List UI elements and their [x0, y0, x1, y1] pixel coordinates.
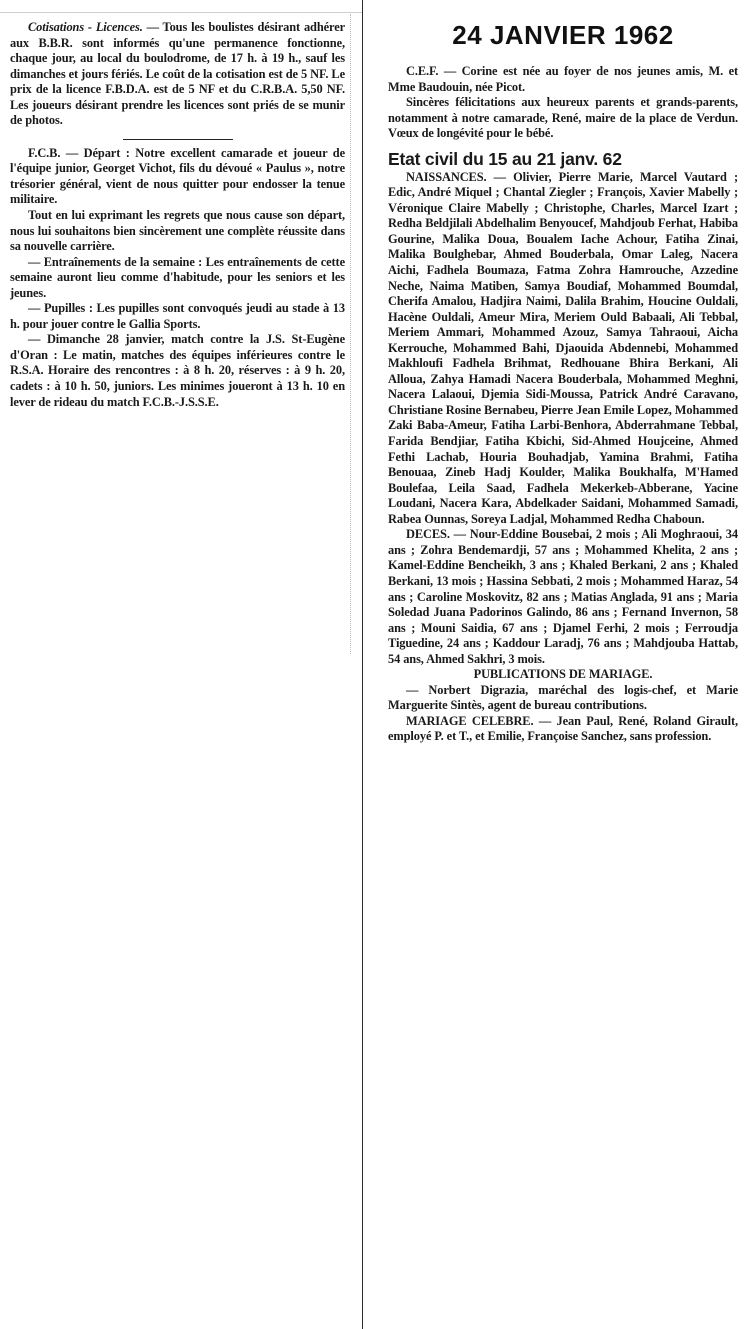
- publications-paragraph: — Norbert Digrazia, maréchal des logis-chef, et Marie Marguerite Sintès, agent de bureau contributions.: [388, 682, 738, 713]
- fcb-depart-paragraph: [10, 146, 345, 208]
- pupilles-title: — Pupilles: [28, 301, 86, 316]
- etat-civil-heading: Etat civil du 15 au 21 janv. 62: [388, 148, 622, 169]
- mariage-paragraph: MARIAGE CELEBRE. — Jean Paul, René, Roland Girault, employé P. et T., et Emilie, Françoise Sanchez, sans profession.: [388, 713, 738, 744]
- naissances-paragraph: NAISSANCES. — Olivier, Pierre Marie, Marcel Vautard ; Edic, André Miquel ; Chantal Ziegler ; François, Xavier Mabelly ; Véronique Claire Mabelly ; Christophe, Charles, Marcel Izart ; Redha Beldjilali Abdelhalim Benyoucef, Mahdjoub Ferhat, Habiba Gourine, Malika Doua, Boualem Iache Achour, Fatiha Zinai, Malika Boulghebar, Ahmed Bouderbala, Omar Laleg, Nacera Aichi, Fadhela Boumaza, Fatma Zohra Hamrouche, Azzedine Neche, Naima Matiben, Samya Boudiaf, Mohammed Boumdal, Cherifa Amalou, Hadjira Naimi, Dalila Brahim, Houcine Ouldali, Hacène Ouldali, Ameur Mira, Meriem Ould Babaali, Ali Tebbal, Meriem Ammari, Mohammed Azouz, Samya Tahraoui, Aicha Kerrouche, Mohammed Bahi, Djaouida Abdennebi, Mohammed Makhloufi Fadhela Brihmat, Redhouane Bhira Berkani, Ali Alloua, Zahya Hamadi Nacera Bouderbala, Mohammed Meghni, Nacera Lalaoui, Djemia Sidi-Moussa, Patrick André Caravano, Christiane Rosine Bernabeu, Pierre Jean Emile Lopez, Mohammed Zaki Baba-Ameur, Fatiha Larbi-Benhora, Abderrahmane Tebbal, Farida Bendjiar, Fatiha Kbichi, Sid-Ahmed Houjceine, Ahmed Fethi Lachab, Houria Bouhadjab, Yamina Brahmi, Fatiha Benouaa, Zineb Hadj Koulder, Malika Boukhalfa, M'Hamed Boulefaa, Leila Saad, Fadhela Mekerkeb-Abberane, Yacine Loudani, Nacera Kara, Abdelkader Saidani, Mohammed Samadi, Rabea Ounnas, Soreya Ladjal, Mohammed Redha Chaboun.: [388, 169, 738, 526]
- entrainements-body: : Les entraînements de cette semaine auront lieu comme d'habitude, pour les seniors et les jeunes.: [10, 254, 345, 300]
- page-date: 24 JANVIER 1962: [452, 20, 674, 50]
- pupilles-body: : Les pupilles sont convoqués jeudi au stade à 13 h. pour jouer contre le Gallia Sports.: [10, 301, 345, 331]
- deces-paragraph: DECES. — Nour-Eddine Bousebai, 2 mois ; Ali Moghraoui, 34 ans ; Zohra Bendemardji, 57 ans ; Mohammed Khelita, 2 ans ; Kamel-Eddine Bencheikh, 3 ans ; Khaled Berkani, 2 ans ; Khaled Berkani, 13 mois ; Hassina Sebbati, 2 mois ; Mohammed Haraz, 54 ans ; Caroline Moskovitz, 82 ans ; Matias Anglada, 91 ans ; Maria Soledad Juana Padorinos Galindo, 86 ans ; Fernand Invernon, 58 ans ; Mouni Saidia, 67 ans ; Djamel Ferhi, 2 mois ; Ferroudja Tiguedine, 24 ans ; Kaddour Laradj, 76 ans ; Mahdjouba Hattab, 54 ans, Ahmed Sakhri, 3 mois.: [388, 527, 738, 666]
- dimanche-body: : Le matin, matches des équipes inférieures contre le R.S.A. Horaire des rencontres : à 8 h. 20, réserves : à 9 h. 20, cadets : à 10 h. 50, juniors. Les minimes joueront à 13 h. 10 en lever de rideau du match F.C.B.-J.S.S.E.: [10, 347, 345, 409]
- entrainements-paragraph: [10, 255, 345, 302]
- felicitations-paragraph: Sincères félicitations aux heureux parents et grands-parents, notamment à notre camarade, René, maire de la place de Verdun. Vœux de longévité pour le bébé.: [388, 95, 738, 141]
- cotisations-paragraph: [10, 20, 345, 129]
- cotisations-title: Cotisations - Licences.: [28, 20, 143, 34]
- entrainements-title: — Entraînements de la semaine: [28, 254, 195, 269]
- regrets-paragraph: Tout en lui exprimant les regrets que nous cause son départ, nous lui souhaitons bien sincèrement une complète réussite dans sa nouvelle carrière.: [10, 208, 345, 254]
- fcb-depart-title: F.C.B. — Départ: [28, 145, 121, 160]
- separator-rule: [123, 139, 233, 140]
- publications-heading: PUBLICATIONS DE MARIAGE.: [473, 667, 653, 682]
- dimanche-title: — Dimanche 28 janvier, match contre la J.S. St-Eugène d'Oran: [10, 332, 345, 362]
- cef-paragraph: C.E.F. — Corine est née au foyer de nos jeunes amis, M. et Mme Baudouin, née Picot.: [388, 64, 738, 94]
- right-column: [388, 20, 738, 745]
- pupilles-paragraph: [10, 301, 345, 332]
- left-column: [10, 20, 345, 410]
- dimanche-paragraph: [10, 332, 345, 410]
- cotisations-body: — Tous les boulistes désirant adhérer aux B.B.R. sont informés qu'une permanence fonctionne, chaque jour, au local du boulodrome, de 17 h. à 19 h., sauf les dimanches et jours fériés. Le coût de la cotisation est de 5 NF. Le prix de la licence F.B.D.A. est de 5 NF et du C.R.B.A. 5,50 NF. Les joueurs désirant prendre les licences sont priés de se munir de photos.: [10, 20, 345, 128]
- fcb-depart-body: : Notre excellent camarade et joueur de l'équipe junior, Georget Vichot, fils du dévoué « Paulus », notre trésorier général, vient de nous quitter pour endosser la tenue militaire.: [10, 145, 345, 207]
